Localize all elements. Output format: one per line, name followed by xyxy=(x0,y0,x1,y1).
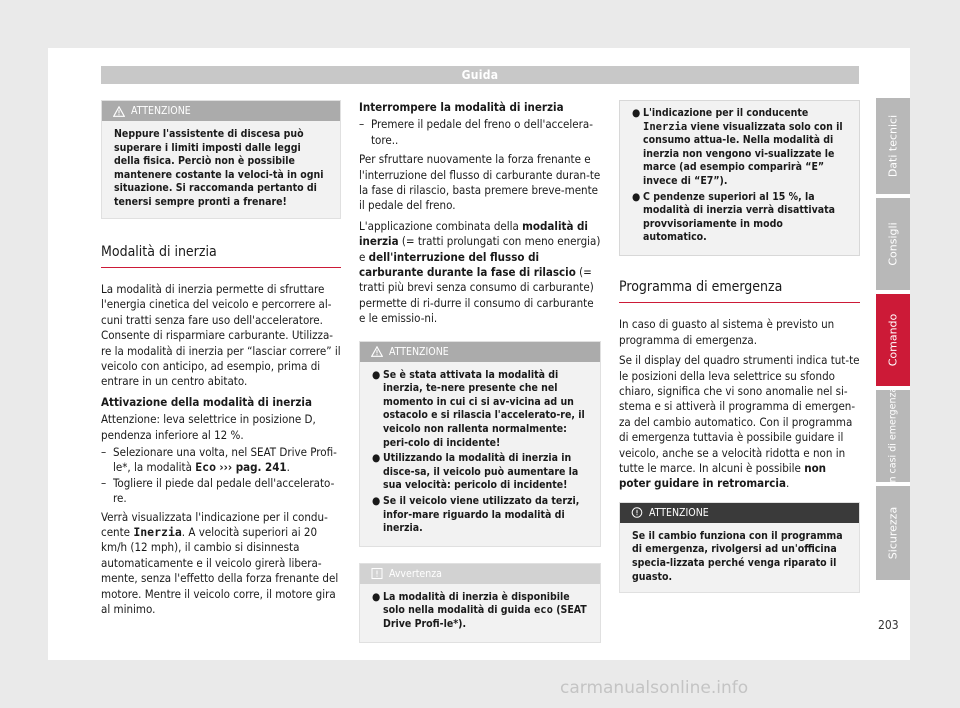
warning-header xyxy=(620,503,859,523)
paragraph: In caso di guasto al sistema è previsto un programma di emergenza. xyxy=(619,317,835,347)
warning-box xyxy=(101,100,341,219)
step-item: – Premere il pedale del freno o dell'accelera-tore.. xyxy=(359,117,593,147)
mode-label: eco xyxy=(533,604,553,617)
warning-triangle-icon xyxy=(113,106,125,117)
tab-sicurezza[interactable]: Sicurezza xyxy=(876,486,910,580)
column-2 xyxy=(359,100,601,651)
list-item: ● Se il veicolo viene utilizzato da terzi, infor-mare riguardo la modalità di inerzia. xyxy=(372,495,580,535)
warning-label: ATTENZIONE xyxy=(389,345,449,358)
list-item: ● L'indicazione per il conducente Inerzia viene visualizzata solo con il consumo attua-le. Nella modalità di inerzia non vengono vi-sualizzate le marce (ad esempio comparirà “E” invece di “E7”). xyxy=(632,107,843,187)
list-item: ● Utilizzando la modalità di inerzia in disce-sa, il veicolo può aumentare la sua velocità: pericolo di incidente! xyxy=(372,452,579,492)
warning-box xyxy=(619,502,860,593)
page-header: Guida xyxy=(101,66,859,84)
tab-comando[interactable]: Comando xyxy=(876,294,910,386)
mode-label: Eco xyxy=(195,460,217,475)
warning-list xyxy=(360,362,600,546)
chapter-tabs xyxy=(876,98,910,584)
mode-label: Inerzia xyxy=(133,525,182,540)
note-text xyxy=(360,584,600,642)
info-list xyxy=(620,101,859,255)
warning-text: Neppure l'assistente di discesa può superare i limiti imposti dalle leggi della fisica. Perciò non è possibile mantenere costante la veloci-tà in ogni situazione. Si raccomanda pertanto di tenersi sempre pronti a frenare! xyxy=(102,121,340,218)
paragraph: Attenzione: leva selettrice in posizione D, pendenza inferiore al 12 %. xyxy=(101,412,316,442)
column-3 xyxy=(619,100,860,601)
paragraph: Verrà visualizzata l'indicazione per il condu-cente Inerzia. A velocità superiori ai 20 km/h (12 mph), il cambio si disinnesta automaticamente e il veicolo girerà libera-mente, senza l'effetto della forza frenante del motore. Mentre il veicolo corre, il motore gira al minimo. xyxy=(101,509,339,617)
list-item: ● Se è stata attivata la modalità di inerzia, te-nere presente che nel momento in cui ci si av-vicina ad un ostacolo e si rilascia l'accelerato-re, il veicolo non rallenta normalmente: peri-colo di incidente! xyxy=(372,368,585,449)
paragraph: Se il display del quadro strumenti indica tut-te le posizioni della leva selettrice su sfondo chiaro, significa che vi sono anomalie nel si-stema e si attiverà il programma di emergen-za del cambio automatico. Con il programma di emergenza tuttavia è possibile guidare il veicolo, anche se a velocità ridotta e non in tutte le marce. In alcuni è possibile non poter guidare in retromarcia. xyxy=(619,353,860,491)
step-item: – Selezionare una volta, nel SEAT Drive Profi-le*, la modalità Eco ››› pag. 241. xyxy=(101,445,337,475)
info-box xyxy=(619,100,860,256)
warning-box xyxy=(359,341,601,547)
page-reference-link[interactable]: ››› pag. 241 xyxy=(219,460,287,475)
paragraph: Per sfruttare nuovamente la forza frenante e l'interruzione del flusso di carburante duran-te la fase di rilascio, basta premere breve-mente il pedale del freno. xyxy=(359,152,601,213)
warning-header xyxy=(102,101,340,121)
subheading: Interrompere la modalità di inerzia xyxy=(359,100,564,114)
paragraph: L'applicazione combinata della modalità di inerzia (= tratti prolungati con meno energia) e dell'interruzione del flusso di carburante durante la fase di rilascio (= tratti più brevi senza consumo di carburante) permette di ri-durre il consumo di carburante e le emissio-ni. xyxy=(359,218,601,326)
info-note-icon xyxy=(371,568,383,579)
watermark: carmanualsonline.info xyxy=(560,678,749,698)
note-box xyxy=(359,563,601,643)
list-item: ● La modalità di inerzia è disponibile solo nella modalità di guida eco (SEAT Drive Profi-le*). xyxy=(372,590,587,630)
warning-text: Se il cambio funziona con il programma di emergenza, rivolgersi ad un'officina specia-lizzata perché venga riparato il guasto. xyxy=(620,523,859,592)
column-1 xyxy=(101,100,341,623)
warning-circle-icon xyxy=(631,507,643,518)
tab-dati-tecnici[interactable]: Dati tecnici xyxy=(876,98,910,194)
page-number: 203 xyxy=(878,618,899,632)
warning-label: ATTENZIONE xyxy=(649,506,709,519)
mode-label: Inerzia xyxy=(643,120,688,133)
paragraph: La modalità di inerzia permette di sfruttare l'energia cinetica del veicolo e percorrere al-cuni tratti senza fare uso dell'acceleratore. Consente di risparmiare carburante. Utilizza-re la modalità di inerzia per “lasciar correre” il veicolo con anticipo, ad esempio, prima di entrare in un centro abitato. xyxy=(101,281,341,389)
tab-in-casi-di-emergenza[interactable]: In casi di emergenza xyxy=(876,390,910,482)
note-header xyxy=(360,564,600,584)
warning-triangle-icon xyxy=(371,346,383,357)
step-item: – Togliere il piede dal pedale dell'accelerato-re. xyxy=(101,475,335,506)
subheading: Attivazione della modalità di inerzia xyxy=(101,394,312,409)
warning-header xyxy=(360,342,600,362)
note-label: Avvertenza xyxy=(389,567,442,580)
list-item: ● C pendenze superiori al 15 %, la modalità di inerzia verrà disattivata provvisoriamente in modo automatico. xyxy=(632,190,836,244)
section-title: Programma di emergenza xyxy=(619,280,860,303)
warning-label: ATTENZIONE xyxy=(131,105,191,117)
section-title: Modalità di inerzia xyxy=(101,245,341,268)
tab-consigli[interactable]: Consigli xyxy=(876,198,910,290)
